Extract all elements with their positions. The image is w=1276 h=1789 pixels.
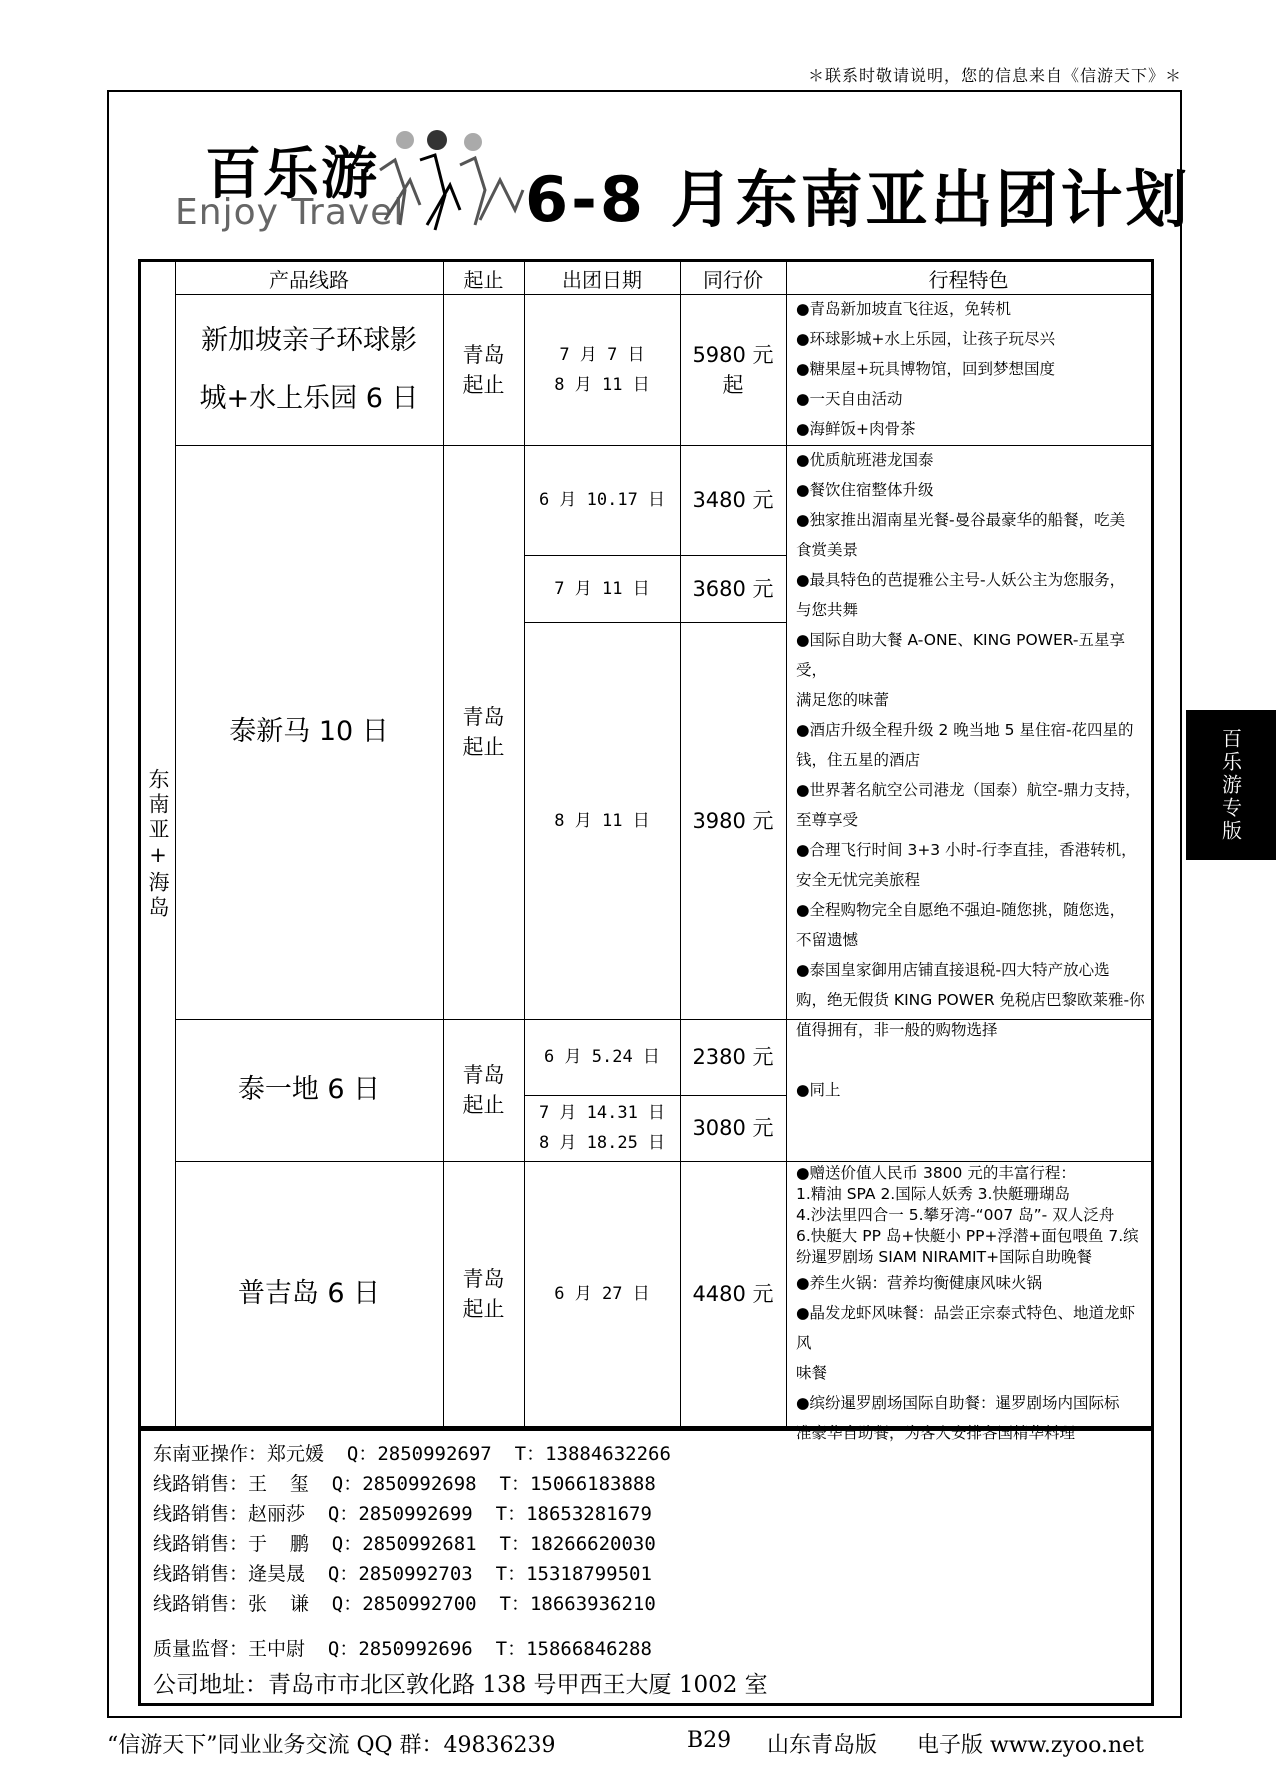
contact-row: 线路销售：张 谦 Q：2850992700 T：18663936210 (153, 1593, 656, 1615)
price: 3680 元 (692, 576, 774, 601)
route-name: 泰一地 6 日 (237, 1074, 381, 1105)
contacts-box (138, 1428, 1154, 1706)
features: ●优质航班港龙国泰 ●餐饮住宿整体升级 ●独家推出湄南星光餐-曼谷最豪华的船餐，吃美 食赏美景 ●最具特色的芭提雅公主号-人妖公主为您服务， 与您共舞 ●国际自助大餐 A-ONE、KING POWER-五星享受， 满足您的味蕾 ●酒店升级全程升级 2 晚当地 5 星住宿-花四星的 钱，住五星的酒店 ●世界著名航空公司港龙（国泰）航空-鼎力支持， 至尊享受 ●合理飞行时间 3+3 小时-行李直挂，香港转机， 安全无忧完美旅程 ●全程购物完全自愿绝不强迫-随您挑，随您选， 不留遗憾 ●泰国皇家御用店铺直接退税-四大特产放心选 购，绝无假货 KING POWER 免税店巴黎欧莱雅-你 值得拥有，非一般的购物选择 (796, 451, 1145, 1039)
top-note: ＊联系时敬请说明，您的信息来自《信游天下》＊ (807, 66, 1182, 85)
contact-row: 线路销售：逄昊晟 Q：2850992703 T：15318799501 (153, 1563, 652, 1585)
page-title: 6-8 月东南亚出团计划 (525, 163, 1191, 236)
footer-web: 电子版 www.zyoo.net (917, 1733, 1145, 1758)
route-name: 普吉岛 6 日 (237, 1277, 381, 1309)
route-name: 泰新马 10 日 (229, 716, 389, 747)
departure-dates: 6 月 10.17 日 (538, 490, 666, 510)
price: 4480 元 (692, 1281, 774, 1306)
departure-dates: 7 月 11 日 (554, 578, 650, 599)
features: ●赠送价值人民币 3800 元的丰富行程： 1.精油 SPA 2.国际人妖秀 3.快艇珊瑚岛 4.沙法里四合一 5.攀牙湾-“007 岛”- 双人泛舟 6.快艇大 PP 岛+快艇小 PP+浮潜+面包喂鱼 7.缤 纷暹罗剧场 SIAM NIRAMIT+国际自助晚餐 ●养生火锅：营养均衡健康风味火锅 ●晶发龙虾风味餐：品尝正宗泰式特色、地道龙虾风 味餐 ●缤纷暹罗剧场国际自助餐：暹罗剧场内国际标 准豪华自助餐，为客人安排各国精华料理 (796, 1164, 1139, 1442)
section-label: 东南亚+海岛 (146, 767, 170, 921)
route-origin: 青岛 起止 (462, 1266, 505, 1321)
footer-page: B29 (687, 1728, 732, 1753)
contact-row: 质量监督：王中尉 Q：2850992696 T：15866846288 (153, 1638, 652, 1660)
price: 5980 元 起 (692, 342, 774, 397)
route-origin: 青岛 起止 (462, 705, 505, 759)
price: 2380 元 (692, 1045, 774, 1069)
departure-dates: 7 月 14.31 日 8 月 18.25 日 (538, 1103, 666, 1153)
header-features: 行程特色 (928, 267, 1009, 292)
schedule-table (138, 259, 1154, 1442)
logo-en: Enjoy Travel (175, 192, 405, 233)
footer-qq-group: “信游天下”同业业务交流 QQ 群：49836239 (107, 1733, 556, 1758)
route-origin: 青岛 起止 (462, 342, 505, 397)
contact-row: 线路销售：于 鹏 Q：2850992681 T：18266620030 (153, 1533, 656, 1555)
header-origin: 起止 (463, 267, 504, 292)
features: ●同上 (796, 1081, 841, 1099)
features: ●青岛新加坡直飞往返，免转机 ●环球影城+水上乐园，让孩子玩尽兴 ●糖果屋+玩具博物馆，回到梦想国度 ●一天自由活动 ●海鲜饭+肉骨茶 (796, 300, 1056, 438)
logo (175, 130, 535, 235)
company-address: 公司地址：青岛市市北区敦化路 138 号甲西王大厦 1002 室 (153, 1672, 768, 1698)
price: 3080 元 (692, 1116, 774, 1140)
contact-row: 东南亚操作：郑元媛 Q：2850992697 T：13884632266 (153, 1443, 671, 1465)
departure-dates: 6 月 27 日 (554, 1283, 650, 1304)
route-name: 新加坡亲子环球影 城+水上乐园 6 日 (199, 324, 419, 414)
contact-row: 线路销售：王 玺 Q：2850992698 T：15066183888 (153, 1473, 656, 1495)
route-origin: 青岛 起止 (462, 1063, 505, 1117)
departure-dates: 8 月 11 日 (554, 810, 650, 831)
side-tab: 百乐游专版 (1186, 710, 1276, 860)
footer-edition: 山东青岛版 (767, 1733, 878, 1758)
price: 3480 元 (692, 488, 774, 512)
contact-row: 线路销售：赵丽莎 Q：2850992699 T：18653281679 (153, 1503, 652, 1525)
header-route: 产品线路 (269, 267, 349, 292)
departure-dates: 7 月 7 日 8 月 11 日 (554, 344, 650, 395)
dancing-figures-icon (375, 130, 525, 235)
header-dates: 出团日期 (562, 267, 642, 292)
departure-dates: 6 月 5.24 日 (544, 1047, 660, 1067)
price: 3980 元 (692, 808, 774, 833)
logo-cn: 百乐游 (205, 141, 379, 207)
header-price: 同行价 (703, 267, 763, 292)
